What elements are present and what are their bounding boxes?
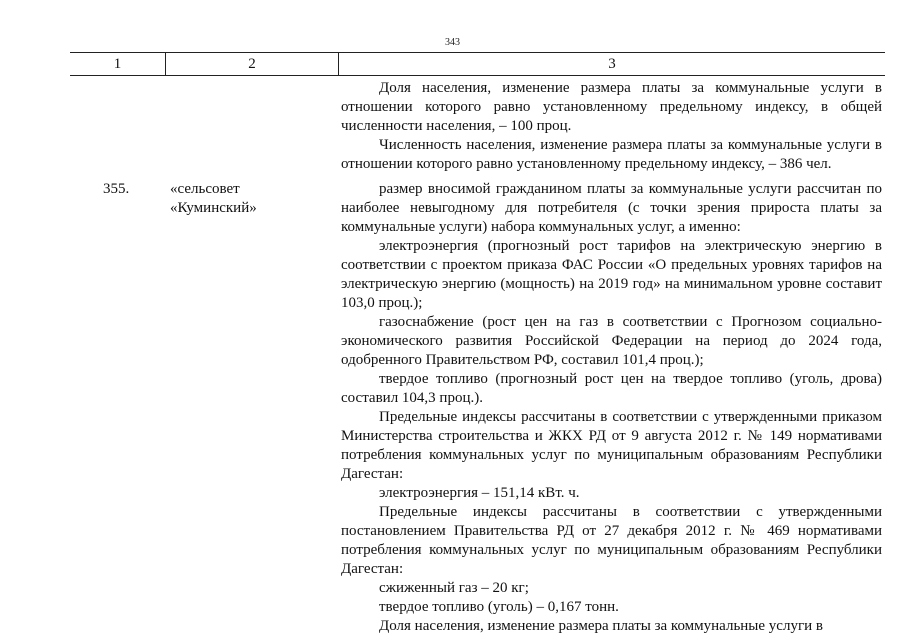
table-header-row (70, 52, 885, 76)
municipality-name-line: «Куминский» (170, 200, 257, 216)
paragraph: Доля населения, изменение размера платы за коммунальные услуги в (379, 618, 823, 634)
paragraph: Численность населения, изменение размера платы за коммунальные услуги в отношении которого равно установленному предельному индексу, – 386 чел. (341, 137, 882, 172)
paragraph: электроэнергия – 151,14 кВт. ч. (379, 485, 580, 501)
paragraph: электроэнергия (прогнозный рост тарифов на электрическую энергию в соответствии с проектом приказа ФАС России «О предельных уровнях тарифов на электрическую энергию (мощность) на 2019 год» на минимальном уровне составит 103,0 проц.); (341, 238, 882, 311)
row-number: 355. (103, 181, 130, 197)
municipality-name-line: «сельсовет (170, 181, 240, 197)
paragraph: твердое топливо (прогнозный рост цен на твердое топливо (уголь, дрова) составил 104,3 проц.). (341, 371, 882, 406)
paragraph: Предельные индексы рассчитаны в соответствии с утвержденными постановлением Правительства РД от 27 декабря 2012 г. № 469 нормативами потребления коммунальных услуг по муниципальным образованиям Республики Дагестан: (341, 504, 882, 577)
page-number: 343 (445, 37, 460, 48)
paragraph: Предельные индексы рассчитаны в соответствии с утвержденными приказом Министерства строительства и ЖКХ РД от 9 августа 2012 г. № 149 нормативами потребления коммунальных услуг по муниципальным образованиям Республики Дагестан: (341, 409, 882, 482)
paragraph: газоснабжение (рост цен на газ в соответствии с Прогнозом социально-экономического развития Российской Федерации на период до 2024 года, одобренного Правительством РФ, составил 101,4 проц.); (341, 314, 882, 368)
paragraph: размер вносимой гражданином платы за коммунальные услуги рассчитан по наиболее невыгодному для потребителя (с точки зрения прироста платы за коммунальные услуги) набора коммунальных услуг, а именно: (341, 181, 882, 235)
header-col-1: 1 (113, 56, 122, 72)
municipality-name (170, 180, 257, 218)
row-description (341, 180, 882, 636)
header-col-2: 2 (165, 53, 338, 75)
paragraph: Доля населения, изменение размера платы за коммунальные услуги в отношении которого равно установленному предельному индексу, в общей численности населения, – 100 проц. (341, 80, 882, 134)
continued-text-block (341, 79, 882, 174)
paragraph: твердое топливо (уголь) – 0,167 тонн. (379, 599, 619, 615)
paragraph: сжиженный газ – 20 кг; (379, 580, 529, 596)
header-col-3: 3 (338, 53, 885, 75)
